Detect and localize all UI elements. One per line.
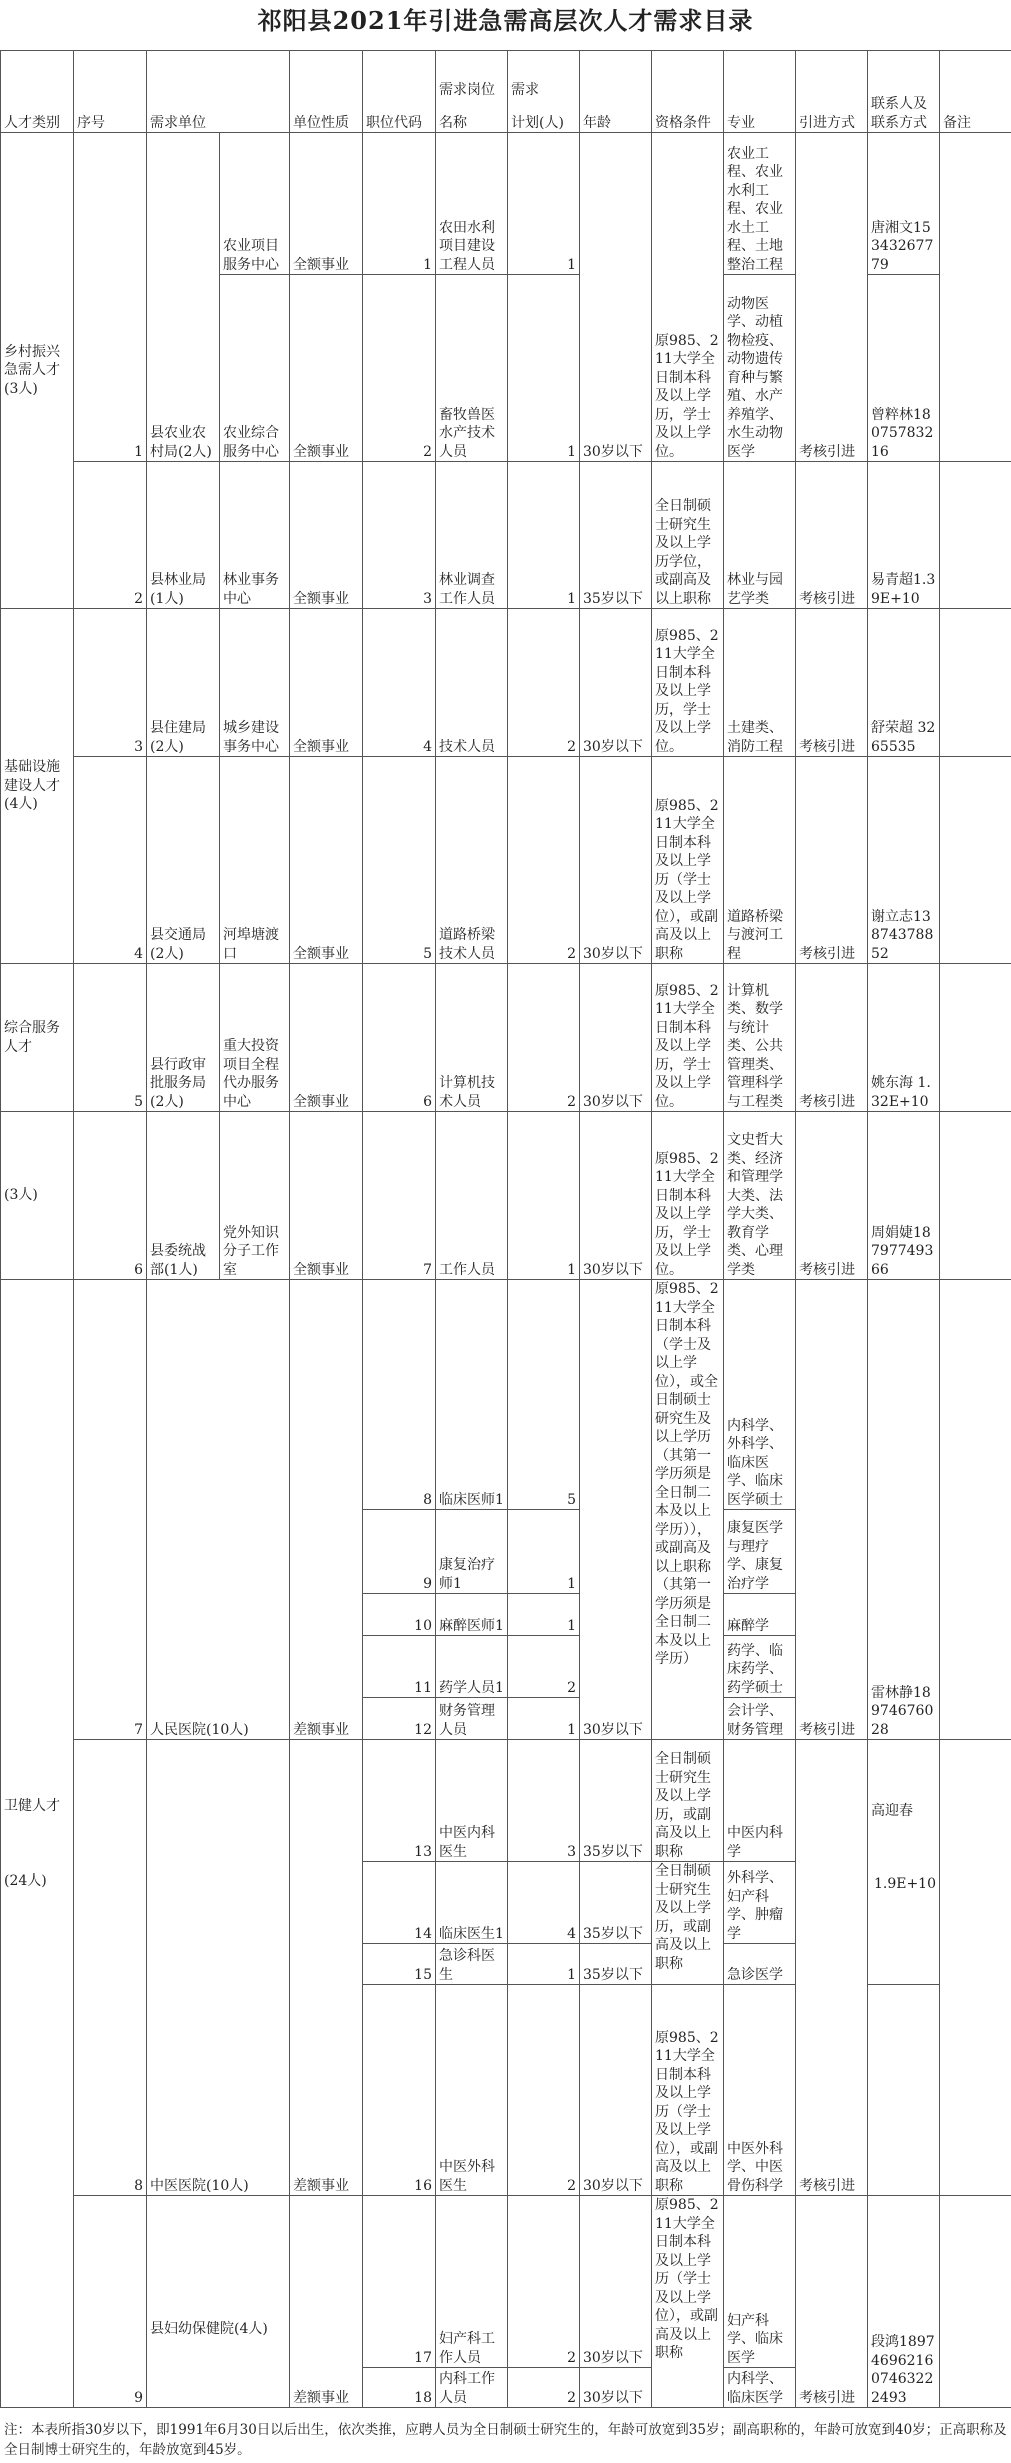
contact-cell: 曾粹林18075783216 xyxy=(868,275,940,462)
code-cell: 4 xyxy=(363,609,436,757)
code-cell: 10 xyxy=(363,1594,436,1636)
major-cell: 内科学、外科学、临床医学、临床医学硕士 xyxy=(724,1280,796,1510)
qualification-cell: 原985、211大学全日制本科及以上学历，学士及以上学位。 xyxy=(652,609,724,757)
table-row xyxy=(1,1112,1011,1280)
unit-cell: 县委统战部(1人) xyxy=(147,1112,220,1280)
age-cell: 30岁以下 xyxy=(580,1280,652,1740)
seq-cell: 8 xyxy=(74,1740,147,2196)
contact-cell: 雷林静18974676028 xyxy=(868,1280,940,1740)
plan-cell: 1 xyxy=(508,1112,580,1280)
page-title: 祁阳县2021年引进急需高层次人才需求目录 xyxy=(257,6,754,35)
table-row xyxy=(1,757,1011,964)
method-cell: 考核引进 xyxy=(796,757,868,964)
category-rural: 乡村振兴急需人才(3人) xyxy=(1,133,74,609)
nature-cell: 差额事业 xyxy=(290,1740,363,2196)
header-unit: 需求单位 xyxy=(147,51,290,133)
remark-cell xyxy=(940,1280,1011,1740)
post-cell: 中医外科医生 xyxy=(436,1985,508,2196)
header-seq: 序号 xyxy=(74,51,147,133)
sub-unit-cell: 农业综合服务中心 xyxy=(220,275,290,462)
code-cell: 3 xyxy=(363,462,436,609)
code-cell: 11 xyxy=(363,1636,436,1698)
post-cell: 内科工作人员 xyxy=(436,2368,508,2408)
seq-cell: 1 xyxy=(74,133,147,462)
contact-cell: 段鸿18974696216 07463222493 xyxy=(868,2196,940,2408)
qualification-cell: 原985、211大学全日制本科及以上学历（学士及以上学位），或副高及以上职称 xyxy=(652,2196,724,2408)
method-cell: 考核引进 xyxy=(796,2196,868,2408)
age-cell: 35岁以下 xyxy=(580,1944,652,1985)
post-cell: 财务管理人员 xyxy=(436,1698,508,1740)
post-cell: 临床医生1 xyxy=(436,1862,508,1944)
qualification-cell: 原985、211大学全日制本科及以上学历，学士及以上学位。 xyxy=(652,1112,724,1280)
nature-cell: 全额事业 xyxy=(290,609,363,757)
major-cell: 土建类、消防工程 xyxy=(724,609,796,757)
table-row xyxy=(1,609,1011,757)
seq-cell: 5 xyxy=(74,964,147,1112)
code-cell: 8 xyxy=(363,1280,436,1510)
post-cell: 妇产科工作人员 xyxy=(436,2196,508,2368)
sub-unit-cell: 党外知识分子工作室 xyxy=(220,1112,290,1280)
plan-cell: 1 xyxy=(508,462,580,609)
remark-cell xyxy=(940,757,1011,964)
header-nature: 单位性质 xyxy=(290,51,363,133)
major-cell: 外科学、妇产科学、肿瘤学 xyxy=(724,1862,796,1944)
age-cell: 30岁以下 xyxy=(580,757,652,964)
plan-cell: 2 xyxy=(508,2196,580,2368)
plan-cell: 3 xyxy=(508,1740,580,1862)
major-cell: 药学、临床药学、药学硕士 xyxy=(724,1636,796,1698)
major-cell: 中医外科学、中医骨伤科学 xyxy=(724,1985,796,2196)
major-cell: 林业与园艺学类 xyxy=(724,462,796,609)
code-cell: 5 xyxy=(363,757,436,964)
plan-cell: 1 xyxy=(508,1510,580,1594)
plan-cell: 1 xyxy=(508,1944,580,1985)
contact-cell: 姚东海 1.32E+10 xyxy=(868,964,940,1112)
code-cell: 14 xyxy=(363,1862,436,1944)
age-cell: 30岁以下 xyxy=(580,964,652,1112)
age-cell: 35岁以下 xyxy=(580,462,652,609)
major-cell: 动物医学、动植物检疫、动物遗传育种与繁殖、水产养殖学、水生动物医学 xyxy=(724,275,796,462)
qualification-cell: 原985、211大学全日制本科及以上学历，学士及以上学位。 xyxy=(652,964,724,1112)
contact-name: 高迎春 xyxy=(871,1803,913,1819)
unit-cell: 县妇幼保健院(4人) xyxy=(147,2196,290,2408)
age-cell: 35岁以下 xyxy=(580,1740,652,1862)
major-cell: 妇产科学、临床医学 xyxy=(724,2196,796,2368)
table-row xyxy=(1,133,1011,275)
code-cell: 17 xyxy=(363,2196,436,2368)
code-cell: 16 xyxy=(363,1985,436,2196)
contact-cell: 舒荣超 3265535 xyxy=(868,609,940,757)
table-row xyxy=(1,964,1011,1112)
plan-cell: 1 xyxy=(508,1594,580,1636)
nature-cell: 全额事业 xyxy=(290,1112,363,1280)
contact-cell xyxy=(868,1740,940,1985)
code-cell: 13 xyxy=(363,1740,436,1862)
qualification-cell: 全日制硕士研究生及以上学历，或副高及以上职称 xyxy=(652,1740,724,1862)
code-cell: 12 xyxy=(363,1698,436,1740)
post-cell: 农田水利项目建设工程人员 xyxy=(436,133,508,275)
qualification-cell: 原985、211大学全日制本科及以上学历，学士及以上学位。 xyxy=(652,133,724,462)
plan-cell: 1 xyxy=(508,1698,580,1740)
code-cell: 6 xyxy=(363,964,436,1112)
post-cell: 工作人员 xyxy=(436,1112,508,1280)
header-row xyxy=(1,51,1011,133)
nature-cell: 全额事业 xyxy=(290,462,363,609)
code-cell: 18 xyxy=(363,2368,436,2408)
age-cell: 30岁以下 xyxy=(580,133,652,462)
qualification-cell: 原985、211大学全日制本科及以上学历（学士及以上学位），或副高及以上职称 xyxy=(652,757,724,964)
header-method: 引进方式 xyxy=(796,51,868,133)
method-cell: 考核引进 xyxy=(796,1112,868,1280)
age-cell: 30岁以下 xyxy=(580,609,652,757)
table-row xyxy=(1,1280,1011,1510)
major-cell: 中医内科学 xyxy=(724,1740,796,1862)
remark-cell xyxy=(940,964,1011,1112)
qualification-cell: 全日制硕士研究生及以上学历，或副高及以上职称 xyxy=(652,1862,724,1985)
contact-cell: 谢立志13874378852 xyxy=(868,757,940,964)
major-cell: 农业工程、农业水利工程、农业水土工程、土地整治工程 xyxy=(724,133,796,275)
seq-cell: 6 xyxy=(74,1112,147,1280)
method-cell: 考核引进 xyxy=(796,964,868,1112)
plan-cell: 2 xyxy=(508,1636,580,1698)
contact-phone: 1.9E+10 xyxy=(873,1875,936,1892)
category-health-count: (24人) xyxy=(4,1872,47,1889)
category-health-name: 卫健人才 xyxy=(4,1798,60,1814)
post-cell: 计算机技术人员 xyxy=(436,964,508,1112)
remark-cell xyxy=(940,609,1011,757)
sub-unit-cell: 河埠塘渡口 xyxy=(220,757,290,964)
code-cell: 7 xyxy=(363,1112,436,1280)
major-cell: 内科学、临床医学 xyxy=(724,2368,796,2408)
unit-cell: 县林业局(1人) xyxy=(147,462,220,609)
header-qualification: 资格条件 xyxy=(652,51,724,133)
remark-cell xyxy=(940,462,1011,609)
nature-cell: 差额事业 xyxy=(290,2196,363,2408)
post-cell: 道路桥梁技术人员 xyxy=(436,757,508,964)
seq-cell: 4 xyxy=(74,757,147,964)
category-service: 综合服务人才 xyxy=(1,964,74,1112)
post-cell: 中医内科医生 xyxy=(436,1740,508,1862)
unit-cell: 中医医院(10人) xyxy=(147,1740,290,2196)
post-cell: 麻醉医师1 xyxy=(436,1594,508,1636)
table-row xyxy=(1,462,1011,609)
method-cell: 考核引进 xyxy=(796,1280,868,1740)
talent-demand-table xyxy=(0,50,1011,2408)
post-cell: 临床医师1 xyxy=(436,1280,508,1510)
contact-cell: 易青超1.39E+10 xyxy=(868,462,940,609)
sub-unit-cell: 城乡建设事务中心 xyxy=(220,609,290,757)
header-post xyxy=(436,51,508,133)
method-cell: 考核引进 xyxy=(796,133,868,462)
unit-cell: 县行政审批服务局(2人) xyxy=(147,964,220,1112)
unit-cell: 县交通局(2人) xyxy=(147,757,220,964)
remark-cell xyxy=(940,2196,1011,2408)
post-cell: 技术人员 xyxy=(436,609,508,757)
header-age: 年龄 xyxy=(580,51,652,133)
age-cell: 35岁以下 xyxy=(580,1862,652,1944)
nature-cell: 全额事业 xyxy=(290,133,363,275)
unit-cell: 人民医院(10人) xyxy=(147,1280,290,1740)
nature-cell: 全额事业 xyxy=(290,757,363,964)
header-major: 专业 xyxy=(724,51,796,133)
seq-cell: 7 xyxy=(74,1280,147,1740)
post-cell: 林业调查工作人员 xyxy=(436,462,508,609)
contact-cell: 唐湘文15343267779 xyxy=(868,133,940,275)
age-cell: 30岁以下 xyxy=(580,2196,652,2368)
major-cell: 康复医学与理疗学、康复治疗学 xyxy=(724,1510,796,1594)
plan-cell: 4 xyxy=(508,1862,580,1944)
age-cell: 30岁以下 xyxy=(580,1985,652,2196)
code-cell: 2 xyxy=(363,275,436,462)
post-cell: 康复治疗师1 xyxy=(436,1510,508,1594)
plan-cell: 1 xyxy=(508,133,580,275)
category-infra: 基础设施建设人才(4人) xyxy=(1,609,74,964)
header-post-top: 需求岗位 xyxy=(439,82,495,98)
seq-cell: 3 xyxy=(74,609,147,757)
header-plan-top: 需求 xyxy=(511,82,539,98)
major-cell: 急诊医学 xyxy=(724,1944,796,1985)
table-row xyxy=(1,1740,1011,1862)
post-cell: 药学人员1 xyxy=(436,1636,508,1698)
nature-cell: 全额事业 xyxy=(290,964,363,1112)
header-plan xyxy=(508,51,580,133)
header-remark: 备注 xyxy=(940,51,1011,133)
method-cell: 考核引进 xyxy=(796,609,868,757)
qualification-cell: 原985、211大学全日制本科（学士及以上学位），或全日制硕士研究生及以上学历（其第一学历须是全日制二本及以上学历）），或副高及以上职称（其第一学历须是全日制二本及以上学历） xyxy=(652,1280,724,1740)
age-cell: 30岁以下 xyxy=(580,1112,652,1280)
seq-cell: 2 xyxy=(74,462,147,609)
header-code: 职位代码 xyxy=(363,51,436,133)
plan-cell: 2 xyxy=(508,2368,580,2408)
plan-cell: 2 xyxy=(508,757,580,964)
header-category: 人才类别 xyxy=(1,51,74,133)
plan-cell: 5 xyxy=(508,1280,580,1510)
code-cell: 15 xyxy=(363,1944,436,1985)
plan-cell: 2 xyxy=(508,609,580,757)
nature-cell: 差额事业 xyxy=(290,1280,363,1740)
qualification-cell: 原985、211大学全日制本科及以上学历（学士及以上学位），或副高及以上职称 xyxy=(652,1985,724,2196)
sub-unit-cell: 农业项目服务中心 xyxy=(220,133,290,275)
plan-cell: 1 xyxy=(508,275,580,462)
sub-unit-cell: 林业事务中心 xyxy=(220,462,290,609)
code-cell: 9 xyxy=(363,1510,436,1594)
contact-cell xyxy=(868,1985,940,2196)
unit-cell: 县农业农村局(2人) xyxy=(147,133,220,462)
plan-cell: 2 xyxy=(508,964,580,1112)
post-cell: 畜牧兽医水产技术人员 xyxy=(436,275,508,462)
major-cell: 道路桥梁与渡河工程 xyxy=(724,757,796,964)
remark-cell xyxy=(940,133,1011,462)
header-plan-bottom: 计划(人) xyxy=(511,114,564,131)
unit-cell: 县住建局(2人) xyxy=(147,609,220,757)
nature-cell: 全额事业 xyxy=(290,275,363,462)
remark-cell xyxy=(940,1740,1011,2196)
header-contact: 联系人及联系方式 xyxy=(868,51,940,133)
method-cell: 考核引进 xyxy=(796,462,868,609)
qualification-cell: 全日制硕士研究生及以上学历学位，或副高及以上职称 xyxy=(652,462,724,609)
plan-cell: 2 xyxy=(508,1985,580,2196)
contact-cell: 周娟婕18797749366 xyxy=(868,1112,940,1280)
code-cell: 1 xyxy=(363,133,436,275)
post-cell: 急诊科医生 xyxy=(436,1944,508,1985)
header-post-bottom: 名称 xyxy=(439,114,467,131)
seq-cell: 9 xyxy=(74,2196,147,2408)
category-service-count: (3人) xyxy=(1,1112,74,1280)
major-cell: 会计学、财务管理 xyxy=(724,1698,796,1740)
major-cell: 文史哲大类、经济和管理学大类、法学大类、教育学类、心理学类 xyxy=(724,1112,796,1280)
major-cell: 麻醉学 xyxy=(724,1594,796,1636)
footnote: 注：本表所指30岁以下，即1991年6月30日以后出生，依次类推，应聘人员为全日制硕士研究生的，年龄可放宽到35岁；副高职称的，年龄可放宽到40岁；正高职称及全日制博士研究生的，年龄放宽到45岁。 xyxy=(4,2422,1007,2458)
age-cell: 30岁以下 xyxy=(580,2368,652,2408)
table-row xyxy=(1,2196,1011,2368)
method-cell: 考核引进 xyxy=(796,1740,868,2196)
major-cell: 计算机类、数学与统计类、公共管理类、管理科学与工程类 xyxy=(724,964,796,1112)
sub-unit-cell: 重大投资项目全程代办服务中心 xyxy=(220,964,290,1112)
category-health xyxy=(1,1280,74,2408)
remark-cell xyxy=(940,1112,1011,1280)
